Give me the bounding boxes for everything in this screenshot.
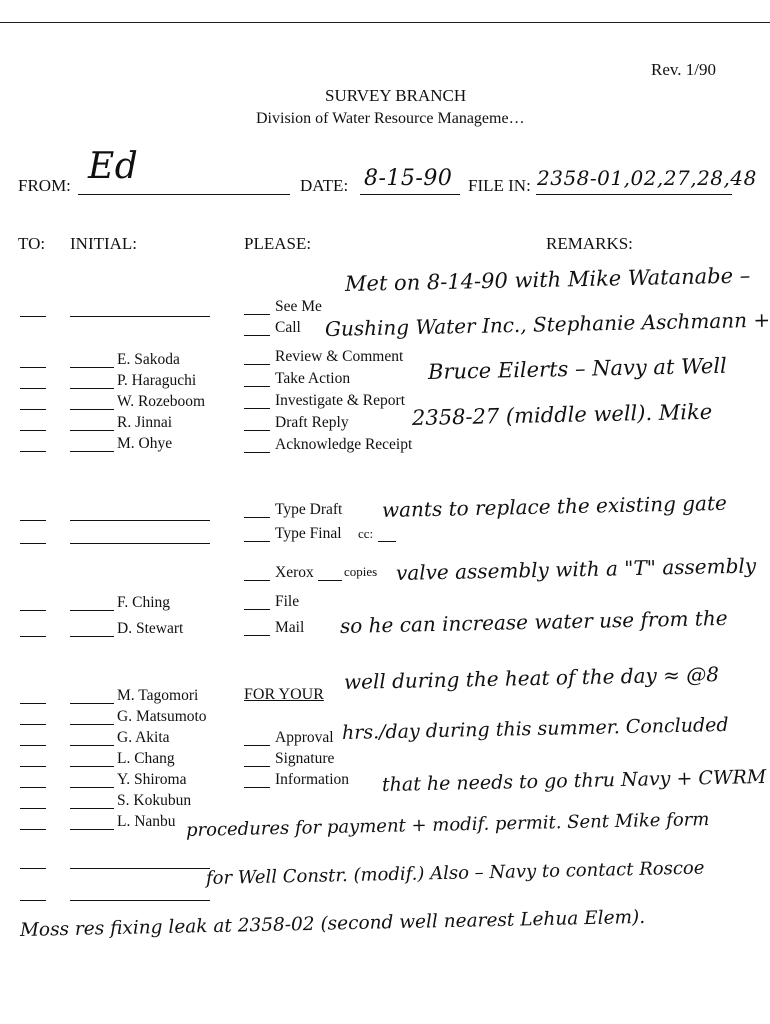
option-type-draft: Type Draft [275, 501, 343, 518]
staff-name: E. Sakoda [117, 351, 180, 368]
remarks-line: well during the heat of the day ≈ @8 [343, 662, 720, 694]
checkbox-line[interactable] [244, 386, 270, 387]
file-in-value: 2358-01,02,27,28,48 [537, 166, 757, 190]
staff-name: Y. Shiroma [117, 771, 187, 788]
file-in-label: FILE IN: [468, 176, 531, 195]
to-blank-line [20, 409, 46, 410]
to-blank-line [20, 745, 46, 746]
initial-heading: INITIAL: [70, 234, 138, 253]
remarks-line: wants to replace the existing gate [381, 490, 728, 522]
staff-name: M. Tagomori [117, 687, 199, 704]
remarks-line: 2358-27 (middle well). Mike [411, 399, 713, 430]
date-label: DATE: [300, 176, 349, 195]
option-acknowledge-receipt: Acknowledge Receipt [275, 436, 413, 453]
checkbox-line[interactable] [244, 517, 270, 518]
staff-name: S. Kokubun [117, 792, 192, 809]
remarks-line: Moss res fixing leak at 2358-02 (second well nearest Lehua Elem). [19, 906, 646, 941]
checkbox-line[interactable] [244, 364, 270, 365]
from-underline [78, 194, 290, 195]
branch-title: SURVEY BRANCH [325, 86, 467, 105]
option-type-final: Type Final [275, 525, 342, 542]
cc-label: cc: [358, 526, 374, 541]
revision-label: Rev. 1/90 [651, 60, 717, 79]
to-blank-line [20, 367, 46, 368]
checkbox-line[interactable] [244, 745, 270, 746]
remarks-line: so he can increase water use from the [339, 605, 728, 638]
to-blank-line [20, 520, 46, 521]
remarks-line: Met on 8-14-90 with Mike Watanabe – [344, 263, 751, 296]
initial-blank-line [70, 451, 114, 452]
initial-blank-line [70, 808, 114, 809]
remarks-line: Bruce Eilerts – Navy at Well [427, 353, 728, 384]
date-value: 8-15-90 [364, 166, 453, 191]
initial-blank-line [70, 900, 210, 901]
initial-blank-line [70, 745, 114, 746]
option-approval: Approval [275, 729, 334, 746]
initial-blank-line [70, 430, 114, 431]
option-file: File [275, 593, 300, 610]
staff-name: M. Ohye [117, 435, 173, 452]
to-blank-line [20, 808, 46, 809]
initial-blank-line [70, 367, 114, 368]
checkbox-line[interactable] [244, 766, 270, 767]
initial-blank-line [70, 868, 210, 869]
checkbox-line[interactable] [244, 580, 270, 581]
remarks-line: for Well Constr. (modif.) Also – Navy to contact Roscoe [205, 857, 705, 889]
option-review-comment: Review & Comment [275, 348, 404, 365]
option-see-me: See Me [275, 298, 322, 315]
to-blank-line [20, 900, 46, 901]
cc-blank-line[interactable] [378, 541, 396, 542]
to-blank-line [20, 703, 46, 704]
staff-name: L. Nanbu [117, 813, 176, 830]
initial-blank-line [70, 388, 114, 389]
initial-blank-line [70, 520, 210, 521]
to-blank-line [20, 388, 46, 389]
from-value: Ed [88, 146, 139, 187]
to-blank-line [20, 787, 46, 788]
initial-blank-line [70, 636, 114, 637]
to-blank-line [20, 868, 46, 869]
option-take-action: Take Action [275, 370, 351, 387]
option-call: Call [275, 319, 301, 336]
remarks-heading: REMARKS: [546, 234, 633, 253]
checkbox-line[interactable] [244, 452, 270, 453]
file-in-underline [536, 194, 732, 195]
checkbox-line[interactable] [244, 609, 270, 610]
staff-name: D. Stewart [117, 620, 184, 637]
to-blank-line [20, 829, 46, 830]
top-rule [0, 22, 770, 23]
initial-blank-line [70, 409, 114, 410]
initial-blank-line [70, 766, 114, 767]
to-blank-line [20, 430, 46, 431]
initial-blank-line [70, 787, 114, 788]
remarks-line: that he needs to go thru Navy + CWRM [381, 765, 767, 796]
initial-blank-line [70, 543, 210, 544]
option-information: Information [275, 771, 350, 788]
to-heading: TO: [18, 234, 46, 253]
from-label: FROM: [18, 176, 71, 195]
remarks-line: procedures for payment + modif. permit. Sent Mike form [185, 809, 710, 841]
staff-name: L. Chang [117, 750, 175, 767]
to-blank-line [20, 316, 46, 317]
checkbox-line[interactable] [244, 787, 270, 788]
to-blank-line [20, 636, 46, 637]
please-heading: PLEASE: [244, 234, 312, 253]
option-mail: Mail [275, 619, 305, 636]
staff-name: G. Matsumoto [117, 708, 207, 725]
initial-blank-line [70, 610, 114, 611]
remarks-line: Gushing Water Inc., Stephanie Aschmann + [324, 307, 770, 341]
remarks-line: valve assembly with a "T" assembly [395, 553, 757, 585]
staff-name: W. Rozeboom [117, 393, 206, 410]
to-blank-line [20, 451, 46, 452]
to-blank-line [20, 766, 46, 767]
option-xerox: Xerox [275, 564, 314, 581]
checkbox-line[interactable] [244, 335, 270, 336]
staff-name: R. Jinnai [117, 414, 173, 431]
checkbox-line[interactable] [244, 635, 270, 636]
checkbox-line[interactable] [244, 314, 270, 315]
copies-label: copies [344, 564, 378, 579]
option-draft-reply: Draft Reply [275, 414, 349, 431]
remarks-line: hrs./day during this summer. Concluded [341, 713, 729, 744]
checkbox-line[interactable] [244, 430, 270, 431]
checkbox-line[interactable] [244, 541, 270, 542]
staff-name: F. Ching [117, 594, 171, 611]
staff-name: P. Haraguchi [117, 372, 197, 389]
to-blank-line [20, 543, 46, 544]
checkbox-line[interactable] [244, 408, 270, 409]
to-blank-line [20, 610, 46, 611]
staff-name: G. Akita [117, 729, 170, 746]
option-signature: Signature [275, 750, 335, 767]
initial-blank-line [70, 703, 114, 704]
option-investigate-report: Investigate & Report [275, 392, 405, 409]
for-your-heading: FOR YOUR [244, 686, 324, 703]
copies-blank-line[interactable] [318, 580, 342, 581]
initial-blank-line [70, 829, 114, 830]
initial-blank-line [70, 724, 114, 725]
to-blank-line [20, 724, 46, 725]
initial-blank-line [70, 316, 210, 317]
date-underline [360, 194, 460, 195]
division-title: Division of Water Resource Manageme… [256, 110, 525, 127]
